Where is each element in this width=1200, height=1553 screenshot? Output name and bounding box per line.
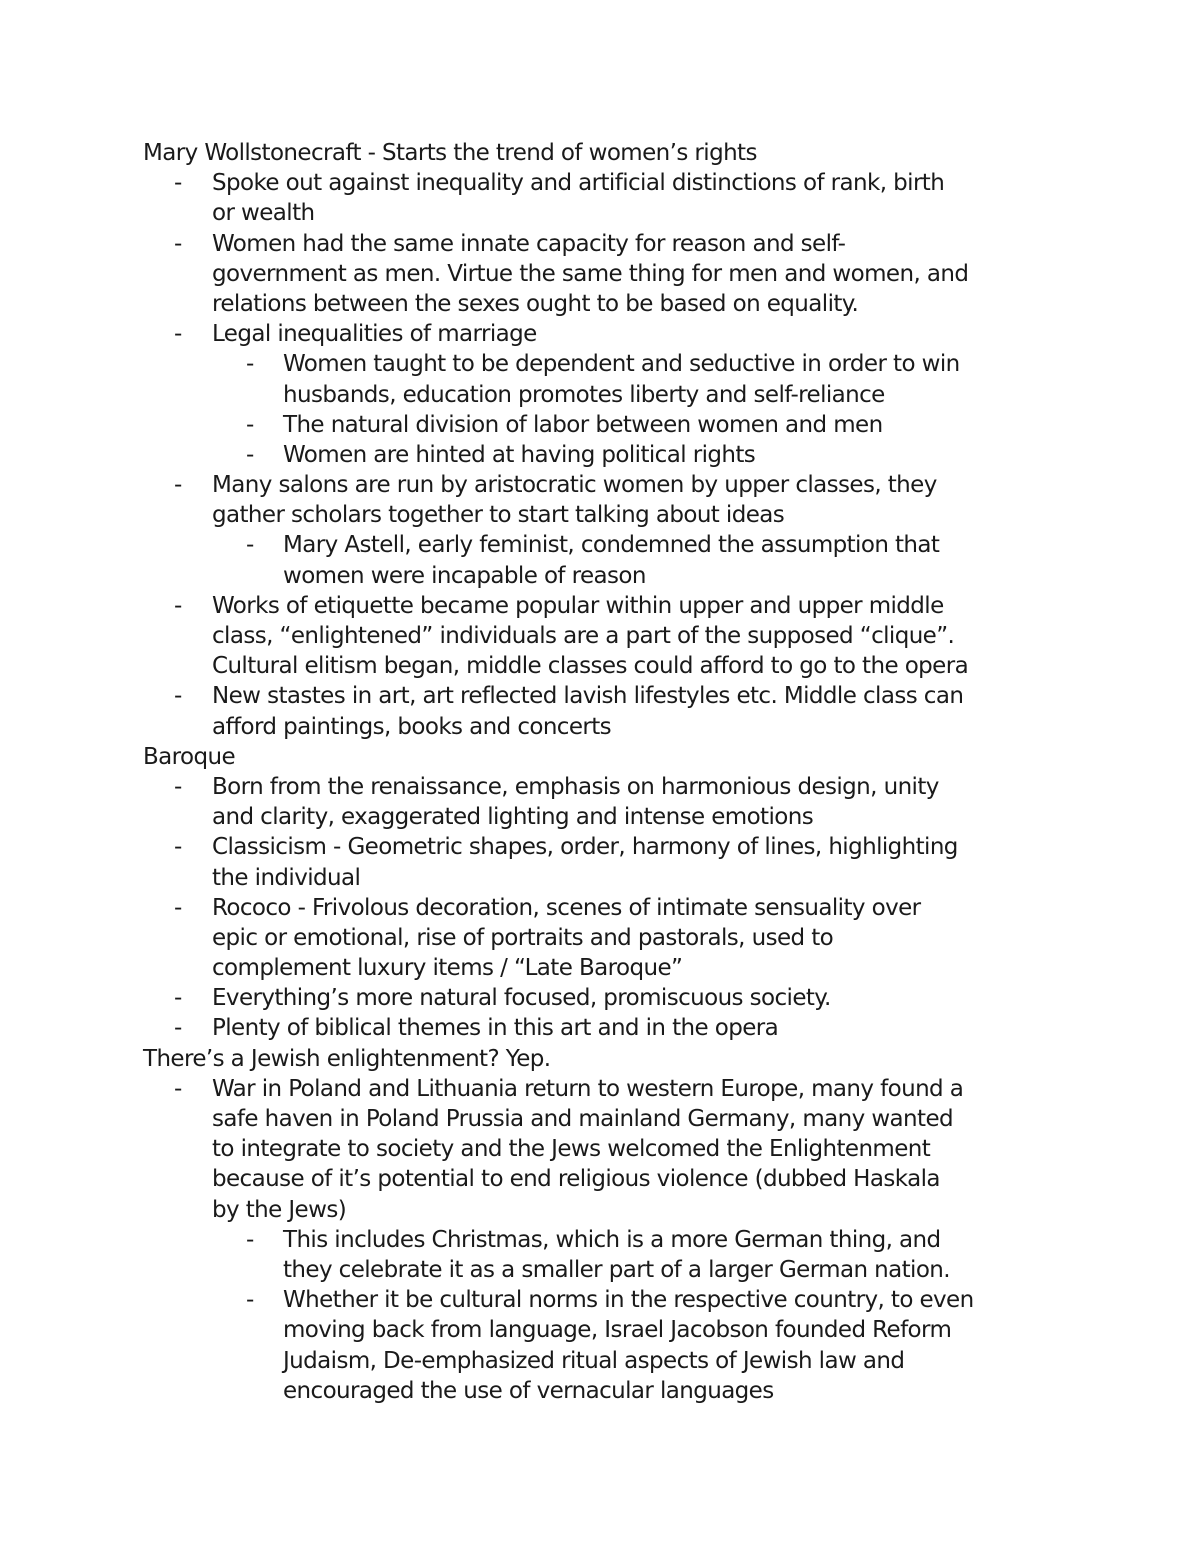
line-text: Many salons are run by aristocratic women by upper classes, they xyxy=(212,472,937,499)
line-text: Judaism, De-emphasized ritual aspects of Jewish law and xyxy=(283,1347,905,1374)
line-text: encouraged the use of vernacular languages xyxy=(283,1377,774,1404)
bullet-item xyxy=(0,832,1200,862)
bullet-item xyxy=(0,168,1200,198)
line-text: New stastes in art, art reflected lavish lifestyles etc. Middle class can xyxy=(212,683,964,710)
bullet-dash: - xyxy=(246,1226,254,1253)
sub-bullet-item xyxy=(0,410,1200,440)
line-text: relations between the sexes ought to be based on equality. xyxy=(212,290,859,317)
line-text: Women taught to be dependent and seductive in order to win xyxy=(283,351,960,378)
line-text: There’s a Jewish enlightenment? Yep. xyxy=(143,1045,551,1072)
line-text: Baroque xyxy=(143,743,236,770)
line-text: Spoke out against inequality and artificial distinctions of rank, birth xyxy=(212,170,945,197)
line-text: Plenty of biblical themes in this art and in the opera xyxy=(212,1015,779,1042)
section-heading xyxy=(0,742,1200,772)
bullet-item xyxy=(0,712,1200,742)
line-text: epic or emotional, rise of portraits and pastorals, used to xyxy=(212,924,834,951)
bullet-dash: - xyxy=(246,411,254,438)
sub-bullet-item xyxy=(0,1285,1200,1315)
bullet-item xyxy=(0,259,1200,289)
line-text: Works of etiquette became popular within upper and upper middle xyxy=(212,592,944,619)
line-text: or wealth xyxy=(212,200,315,227)
bullet-item xyxy=(0,953,1200,983)
bullet-item xyxy=(0,923,1200,953)
document-page xyxy=(0,138,1200,1406)
bullet-item xyxy=(0,893,1200,923)
bullet-item xyxy=(0,1074,1200,1104)
line-text: This includes Christmas, which is a more German thing, and xyxy=(283,1226,941,1253)
bullet-dash: - xyxy=(174,592,182,619)
bullet-dash: - xyxy=(174,472,182,499)
line-text: government as men. Virtue the same thing for men and women, and xyxy=(212,260,969,287)
line-text: Women are hinted at having political rights xyxy=(283,441,756,468)
bullet-item xyxy=(0,621,1200,651)
sub-bullet-item xyxy=(0,1315,1200,1345)
line-text: Rococo - Frivolous decoration, scenes of intimate sensuality over xyxy=(212,894,921,921)
line-text: and clarity, exaggerated lighting and intense emotions xyxy=(212,804,814,831)
bullet-dash: - xyxy=(246,1287,254,1314)
bullet-item xyxy=(0,470,1200,500)
bullet-dash: - xyxy=(174,683,182,710)
bullet-item xyxy=(0,1164,1200,1194)
bullet-item xyxy=(0,651,1200,681)
line-text: because of it’s potential to end religious violence (dubbed Haskala xyxy=(212,1166,940,1193)
bullet-dash: - xyxy=(246,532,254,559)
bullet-item xyxy=(0,863,1200,893)
sub-bullet-item xyxy=(0,1225,1200,1255)
line-text: class, “enlightened” individuals are a part of the supposed “clique”. xyxy=(212,623,955,649)
line-text: Born from the renaissance, emphasis on harmonious design, unity xyxy=(212,773,939,800)
bullet-item xyxy=(0,1013,1200,1043)
sub-bullet-item xyxy=(0,1255,1200,1285)
bullet-item xyxy=(0,500,1200,530)
line-text: War in Poland and Lithuania return to western Europe, many found a xyxy=(212,1075,964,1102)
bullet-dash: - xyxy=(174,773,182,800)
bullet-item xyxy=(0,319,1200,349)
line-text: they celebrate it as a smaller part of a larger German nation. xyxy=(283,1256,950,1283)
bullet-dash: - xyxy=(246,441,254,468)
line-text: complement luxury items / “Late Baroque” xyxy=(212,955,683,982)
bullet-item xyxy=(0,591,1200,621)
line-text: safe haven in Poland Prussia and mainland Germany, many wanted xyxy=(212,1106,953,1132)
sub-bullet-item xyxy=(0,1376,1200,1406)
sub-bullet-item xyxy=(0,561,1200,591)
line-text: Classicism - Geometric shapes, order, harmony of lines, highlighting xyxy=(212,834,958,861)
line-text: Whether it be cultural norms in the respective country, to even xyxy=(283,1287,974,1314)
bullet-dash: - xyxy=(246,351,254,378)
bullet-item xyxy=(0,772,1200,802)
bullet-dash: - xyxy=(174,321,182,348)
line-text: the individual xyxy=(212,864,361,891)
bullet-item xyxy=(0,1195,1200,1225)
bullet-dash: - xyxy=(174,230,182,257)
line-text: to integrate to society and the Jews welcomed the Enlightenment xyxy=(212,1136,931,1163)
line-text: Mary Wollstonecraft - Starts the trend of women’s rights xyxy=(143,140,757,166)
sub-bullet-item xyxy=(0,380,1200,410)
sub-bullet-item xyxy=(0,349,1200,379)
bullet-item xyxy=(0,198,1200,228)
line-text: Women had the same innate capacity for reason and self- xyxy=(212,230,846,257)
bullet-item xyxy=(0,983,1200,1013)
line-text: women were incapable of reason xyxy=(283,562,646,589)
line-text: afford paintings, books and concerts xyxy=(212,713,612,740)
bullet-dash: - xyxy=(174,894,182,921)
bullet-item xyxy=(0,289,1200,319)
sub-bullet-item xyxy=(0,1346,1200,1376)
line-text: Cultural elitism began, middle classes could afford to go to the opera xyxy=(212,653,969,680)
bullet-dash: - xyxy=(174,1075,182,1102)
bullet-item xyxy=(0,229,1200,259)
bullet-dash: - xyxy=(174,985,182,1012)
sub-bullet-item xyxy=(0,530,1200,560)
line-text: moving back from language, Israel Jacobson founded Reform xyxy=(283,1317,952,1344)
bullet-dash: - xyxy=(174,170,182,197)
sub-bullet-item xyxy=(0,440,1200,470)
line-text: The natural division of labor between women and men xyxy=(283,411,883,438)
line-text: husbands, education promotes liberty and self-reliance xyxy=(283,381,885,408)
bullet-dash: - xyxy=(174,1015,182,1042)
line-text: Everything’s more natural focused, promiscuous society. xyxy=(212,985,831,1012)
bullet-item xyxy=(0,1104,1200,1134)
line-text: Legal inequalities of marriage xyxy=(212,321,537,348)
section-heading xyxy=(0,138,1200,168)
line-text: by the Jews) xyxy=(212,1196,347,1223)
bullet-item xyxy=(0,802,1200,832)
bullet-item xyxy=(0,681,1200,711)
bullet-item xyxy=(0,1134,1200,1164)
line-text: gather scholars together to start talking about ideas xyxy=(212,502,785,529)
line-text: Mary Astell, early feminist, condemned the assumption that xyxy=(283,532,940,559)
section-heading xyxy=(0,1044,1200,1074)
bullet-dash: - xyxy=(174,834,182,861)
